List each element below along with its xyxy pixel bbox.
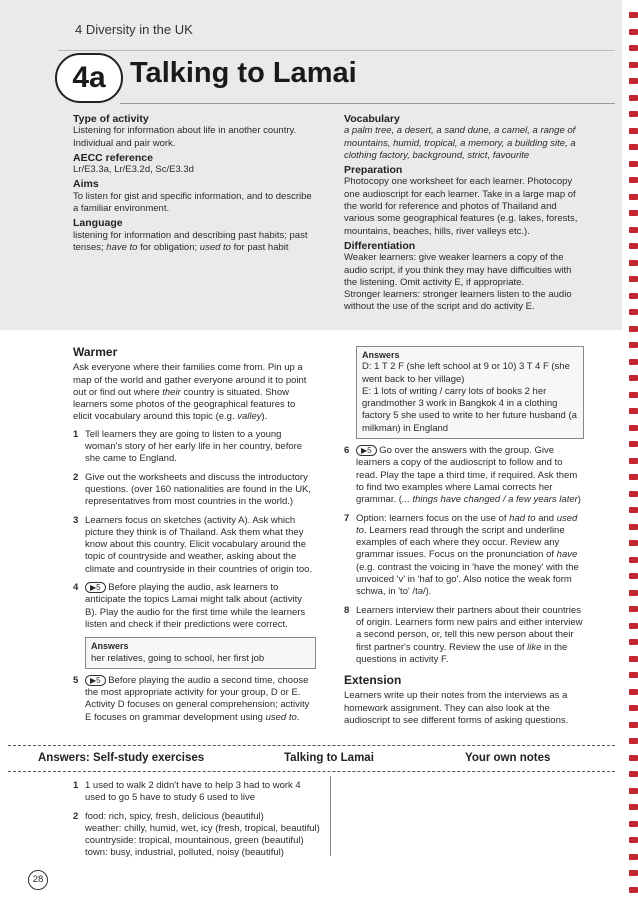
spiral-ring xyxy=(629,210,638,216)
language-heading: Language xyxy=(73,217,123,230)
spiral-ring xyxy=(629,689,638,695)
spiral-ring xyxy=(629,12,638,18)
spiral-ring xyxy=(629,672,638,678)
chapter-label: 4 Diversity in the UK xyxy=(75,22,193,37)
spiral-ring xyxy=(629,95,638,101)
list-item: 3 Learners focus on sketches (activity A). Ask which picture they think is of Thailand. Ask them what they know about this country. Elicit vocabulary around the topic of countryside and weather, asking about the climate and countryside in their countries of origin too. xyxy=(73,514,313,575)
notes-heading: Your own notes xyxy=(465,752,551,764)
page-number: 28 xyxy=(28,870,48,890)
spiral-ring xyxy=(629,639,638,645)
language-text: listening for information and describing past habits; past tenses; have to for obligation; used to for past habit xyxy=(73,229,308,253)
aecc-heading: AECC reference xyxy=(73,151,153,164)
spiral-ring xyxy=(629,557,638,563)
list-item: 5 ▶5 Before playing the audio a second time, choose the most appropriate activity for your group, D or E. Activity D focuses on general comprehension; activity E focuses on grammar development using used to. xyxy=(73,674,310,723)
spiral-ring xyxy=(629,177,638,183)
audio-track-icon: ▶5 xyxy=(85,675,106,686)
self-study-answers xyxy=(73,780,323,866)
list-item: 2 Give out the worksheets and discuss the introductory questions. (over 160 nationalities are found in the UK, representatives from most countries in the world.) xyxy=(73,471,312,508)
lesson-info xyxy=(73,112,318,256)
spiral-ring xyxy=(629,62,638,68)
spiral-ring xyxy=(629,375,638,381)
spiral-ring xyxy=(629,309,638,315)
spiral-ring xyxy=(629,276,638,282)
spiral-ring xyxy=(629,458,638,464)
spiral-ring xyxy=(629,540,638,546)
spiral-ring xyxy=(629,359,638,365)
spiral-ring xyxy=(629,590,638,596)
steps-list xyxy=(73,429,316,631)
spiral-ring xyxy=(629,821,638,827)
spiral-ring xyxy=(629,111,638,117)
list-item: 1 1 used to walk 2 didn't have to help 3 had to work 4 used to go 5 have to study 6 used to live xyxy=(73,780,301,804)
answers-box xyxy=(356,346,584,439)
top-rule xyxy=(58,50,615,51)
audio-track-icon: ▶5 xyxy=(356,445,377,456)
vocab-text: a palm tree, a desert, a sand dune, a camel, a range of mountains, humid, tropical, a memory, a building site, a clothing factory, background, strict, favourite xyxy=(344,125,576,161)
title-rule xyxy=(120,103,615,104)
spiral-ring xyxy=(629,788,638,794)
spiral-ring xyxy=(629,887,638,893)
spiral-ring xyxy=(629,243,638,249)
spiral-ring xyxy=(629,524,638,530)
spiral-ring xyxy=(629,293,638,299)
warmer-heading: Warmer xyxy=(73,345,118,359)
spiral-ring xyxy=(629,161,638,167)
spiral-ring xyxy=(629,194,638,200)
dashed-divider xyxy=(8,771,615,772)
answers-heading: Answers xyxy=(91,641,129,652)
vocab-heading: Vocabulary xyxy=(344,113,400,125)
aims-text: To listen for gist and specific information, and to describe a familiar environment. xyxy=(73,190,312,215)
spiral-ring xyxy=(629,656,638,662)
spiral-ring xyxy=(629,870,638,876)
list-item: 4 ▶5 Before playing the audio, ask learners to anticipate the topics Lamai might talk about (activity B). Play the audio for the first time while the learners listen and check if their predictions were correct. xyxy=(73,582,306,630)
diff-text-weaker: Weaker learners: give weaker learners a copy of the audio script, if you think they may have difficulties with the listening. Omit activity E, if appropriate. xyxy=(344,252,572,288)
list-item: 2 food: rich, spicy, fresh, delicious (beautiful) weather: chilly, humid, wet, icy (fresh, tropical, beautiful) countryside: tropical, mountainous, green (beautiful) town: busy, industrial, polluted, noisy (beautiful) xyxy=(73,810,320,859)
spiral-ring xyxy=(629,722,638,728)
warmer-section xyxy=(73,346,316,730)
extension-text: Learners write up their notes from the interviews as a homework assignment. They can also look at the audioscript to see different forms of asking questions. xyxy=(344,690,569,727)
lesson-badge: 4a xyxy=(55,53,123,103)
lesson-resources xyxy=(344,112,584,316)
type-heading: Type of activity xyxy=(73,113,149,125)
diff-heading: Differentiation xyxy=(344,239,416,252)
spiral-ring xyxy=(629,837,638,843)
spiral-ring xyxy=(629,29,638,35)
spiral-ring xyxy=(629,491,638,497)
spiral-ring xyxy=(629,342,638,348)
spiral-ring xyxy=(629,755,638,761)
answers-text: her relatives, going to school, her first job xyxy=(91,652,265,664)
self-study-heading: Answers: Self-study exercises xyxy=(38,752,205,764)
spiral-ring xyxy=(629,144,638,150)
list-item: 7 Option: learners focus on the use of had to and used to. Learners read through the script and underline examples of each where they occur. Review any grammar issues. Focus on the pronunciation of have (e.g. contrast the voicing in 'have the money' with the unvoiced 'v' in 'haf to go'. Also notice the weak form schwa, in 'to' /tə/). xyxy=(344,512,579,598)
spiral-ring xyxy=(629,854,638,860)
page-title: Talking to Lamai xyxy=(130,57,357,89)
list-item: 8 Learners interview their partners about their countries of origin. Learners form new pairs and either interview a second person, or, tell this new person about their first partner's country. Review the use of like in the questions in activity F. xyxy=(344,604,583,665)
spiral-ring xyxy=(629,45,638,51)
prep-text: Photocopy one worksheet for each learner. Photocopy one audioscript for each learner. Take in a large map of the world for reference and photos of Thailand and various some geographical features (e.g. lakes, forests, mountains, beaches, hills, river valleys etc.). xyxy=(344,176,578,237)
spiral-ring xyxy=(629,326,638,332)
answers-heading: Answers xyxy=(362,350,400,360)
extension-heading: Extension xyxy=(344,673,402,688)
warmer-text: Ask everyone where their families come from. Pin up a map of the world and gather everyone around it to point out or find out where their country is situated. Show learners some photos of the geographical features to elicit vocabulary around this topic (e.g. valley). xyxy=(73,362,307,423)
dashed-divider xyxy=(8,745,615,746)
aims-heading: Aims xyxy=(73,178,99,191)
answers-text-e: E: 1 lots of writing / carry lots of books 2 her grandmother 3 work in Bangkok 4 in a clothing factory 5 she used to write to her future husband (a milkman) in England xyxy=(362,385,577,434)
spiral-ring xyxy=(629,408,638,414)
spiral-ring xyxy=(629,260,638,266)
spiral-ring xyxy=(629,227,638,233)
spiral-ring xyxy=(629,771,638,777)
answers-box xyxy=(85,637,316,669)
spiral-binding xyxy=(622,0,638,902)
spiral-ring xyxy=(629,392,638,398)
list-item: 1 Tell learners they are going to listen to a young woman's story of her early life in her country, before she came to England. xyxy=(73,428,303,465)
spiral-ring xyxy=(629,738,638,744)
spiral-ring xyxy=(629,441,638,447)
audio-track-icon: ▶5 xyxy=(85,582,106,593)
procedure-continued xyxy=(344,346,584,729)
type-text: Listening for information about life in another country. Individual and pair work. xyxy=(73,125,297,149)
spiral-ring xyxy=(629,606,638,612)
spiral-ring xyxy=(629,573,638,579)
spiral-ring xyxy=(629,623,638,629)
spiral-ring xyxy=(629,705,638,711)
spiral-ring xyxy=(629,78,638,84)
aecc-text: Lr/E3.3a, Lr/E3.2d, Sc/E3.3d xyxy=(73,164,194,176)
spiral-ring xyxy=(629,804,638,810)
section-heading: Talking to Lamai xyxy=(284,752,374,764)
diff-text-stronger: Stronger learners: stronger learners listen to the audio without the use of the script and do activity E. xyxy=(344,289,572,313)
column-divider xyxy=(330,776,331,856)
spiral-ring xyxy=(629,507,638,513)
spiral-ring xyxy=(629,474,638,480)
spiral-ring xyxy=(629,425,638,431)
prep-heading: Preparation xyxy=(344,164,403,177)
list-item: 6 ▶5 Go over the answers with the group. Give learners a copy of the audioscript to follow and to read. Play the tape a third time, if required. Ask them to find two examples where Lamai corrects her grammar. (... things have changed / a few years later) xyxy=(344,445,581,506)
spiral-ring xyxy=(629,128,638,134)
answers-text-d: D: 1 T 2 F (she left school at 9 or 10) 3 T 4 F (she went back to her village) xyxy=(362,361,570,385)
